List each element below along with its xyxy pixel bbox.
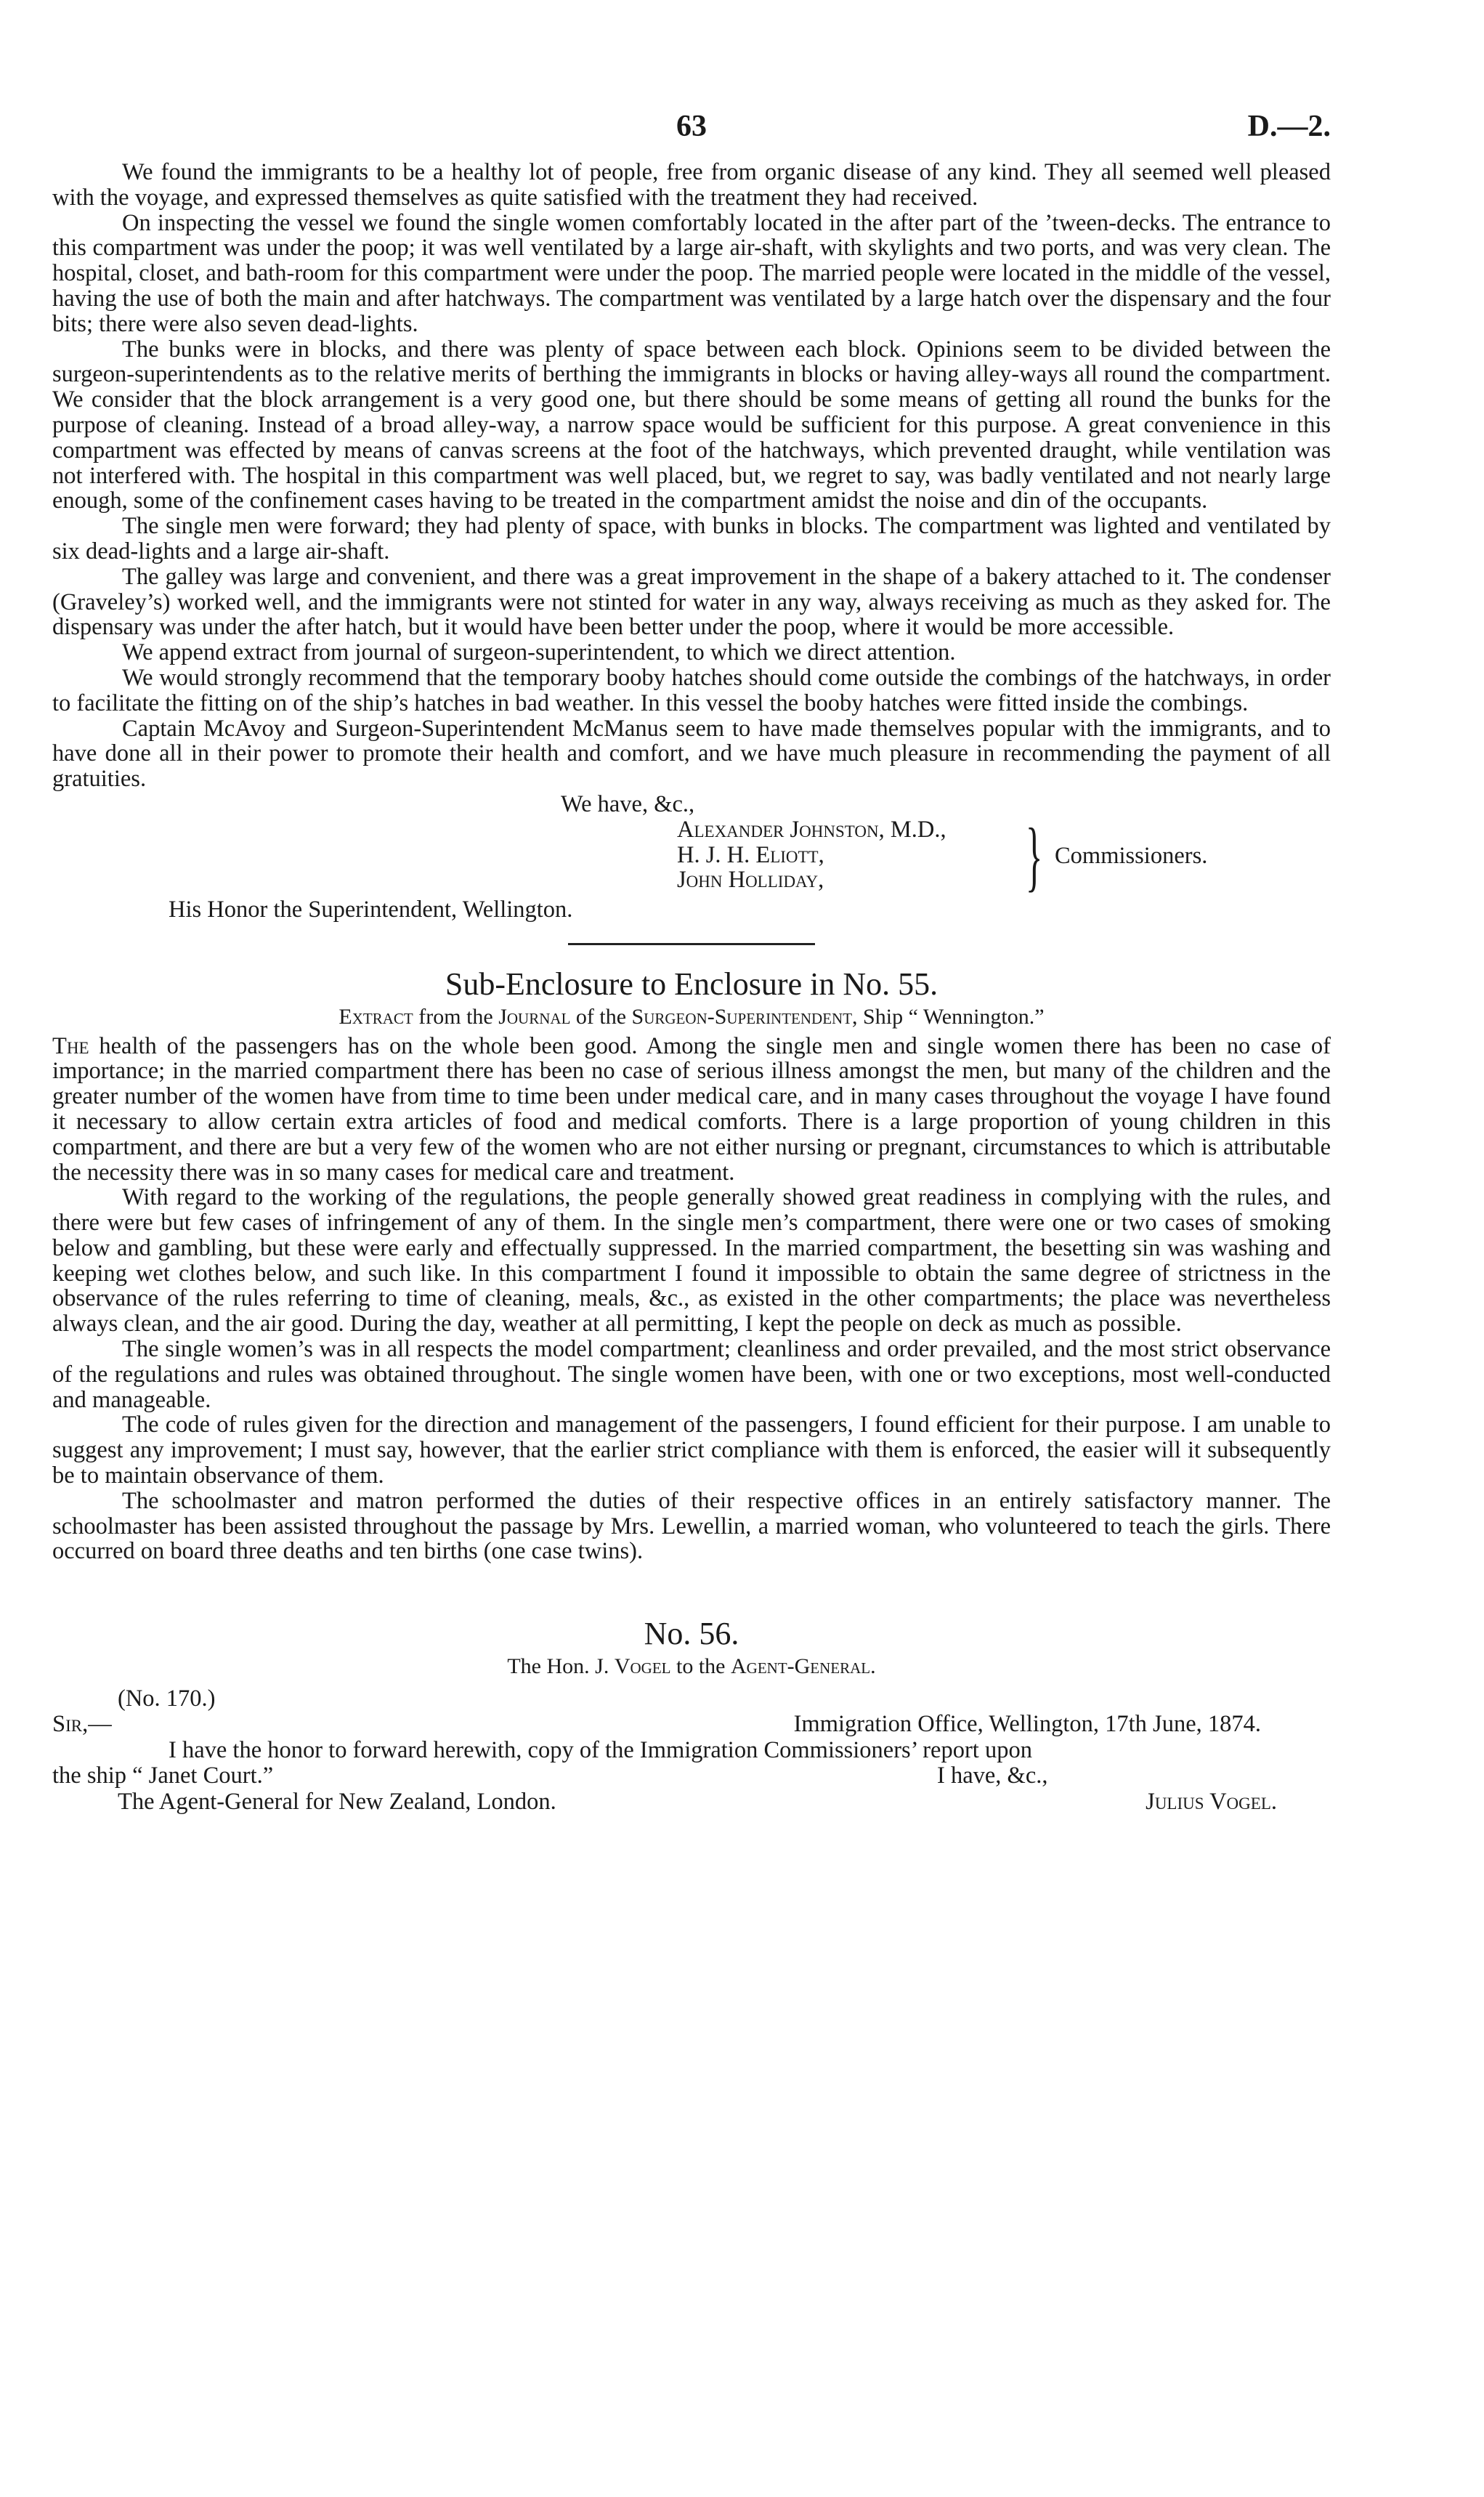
brace-glyph: } bbox=[1026, 812, 1043, 899]
first-word: The bbox=[52, 1032, 89, 1059]
sub-enclosure-heading: Sub-Enclosure to Enclosure in No. 55. bbox=[445, 966, 938, 1002]
subheading-ship: , Ship “ Wennington.” bbox=[852, 1004, 1045, 1029]
salutation: Sir,— bbox=[52, 1711, 112, 1738]
letter-bottom-row bbox=[52, 1789, 1331, 1816]
letter-from-name: Vogel bbox=[614, 1654, 671, 1679]
subheading-surgeon: Surgeon-Superintendent bbox=[631, 1004, 853, 1029]
sub-enclosure-subheading bbox=[52, 1003, 1331, 1031]
document-page bbox=[52, 109, 1331, 1816]
journal-paragraph: The single women’s was in all respects the model compartment; cleanliness and order prevailed, and the most strict observance of the regulations and rules was obtained throughout. The single women have been, with one or two exceptions, most well-conducted and manageable. bbox=[52, 1336, 1331, 1413]
signatory-role: Commissioners. bbox=[1055, 842, 1208, 869]
report-paragraph: We found the immigrants to be a healthy lot of people, free from organic disease of any kind. They all seemed well pleased with the voyage, and expressed themselves as quite satisfied with the treatment they had received. bbox=[52, 159, 1331, 211]
letter-from-to-text: to the bbox=[670, 1654, 731, 1679]
report-paragraph: We would strongly recommend that the temporary booby hatches should come outside the combings of the hatchways, in order to facilitate the fitting on of the ship’s hatches in bad weather. In this vessel the booby hatches were fitted inside the combings. bbox=[52, 664, 1331, 716]
subheading-journal: Journal bbox=[498, 1004, 571, 1029]
journal-paragraph: The code of rules given for the direction and management of the passengers, I found efficient for their purpose. I am unable to suggest any improvement; I must say, however, that the earlier strict compliance with them is enforced, the easier will it subsequently be to maintain observance of them. bbox=[52, 1412, 1331, 1489]
report-paragraph: We append extract from journal of surgeon-superintendent, to which we direct attention. bbox=[122, 639, 956, 666]
letter-from-to bbox=[52, 1653, 1331, 1680]
document-reference: D.—2. bbox=[1247, 110, 1331, 143]
salutation-row bbox=[52, 1712, 1331, 1738]
report-closing: We have, &c., bbox=[561, 790, 695, 817]
signatory-name: John Holliday, bbox=[677, 867, 824, 894]
letter-end-row bbox=[52, 1763, 1331, 1789]
subheading-text: from the bbox=[413, 1004, 499, 1029]
journal-paragraph bbox=[52, 1034, 1331, 1186]
letter-recipient: The Agent-General for New Zealand, London. bbox=[118, 1788, 556, 1815]
letter-to-name: Agent-General bbox=[731, 1654, 871, 1679]
letter-from-prefix: The Hon. J. bbox=[507, 1654, 615, 1679]
journal-paragraph: With regard to the working of the regulations, the people generally showed great readiness in complying with the rules, and there were but few cases of infringement of any of them. In the single men’s compartment, there were one or two cases of smoking below and gambling, but these were early and effectually suppressed. In the married compartment, the besetting sin was washing and keeping wet clothes below, and such like. In this compartment I found it impossible to obtain the same degree of strictness in the observance of the rules referring to time of cleaning, meals, &c., as existed in the other compartments; the place was nevertheless always clean, and the air good. During the day, weather at all permitting, I kept the people on deck as much as possible. bbox=[52, 1184, 1331, 1337]
first-paragraph-text: health of the passengers has on the whole been good. Among the single men and single women there has been no case of importance; in the married compartment there has been no case of serious illness amongst the men, but many of the children and the greater number of the women have from time to time been under medical care, and in many cases throughout the voyage I have found it necessary to allow certain extra articles of food and medical comforts. There is a large proportion of young children in this compartment, and there are but a very few of the women who are not either nursing or pregnant, circumstances to which is attributable the necessity there was in so many cases for medical care and treatment. bbox=[52, 1032, 1331, 1186]
letter-body: I have the honor to forward herewith, copy of the Immigration Commissioners’ report upon bbox=[169, 1737, 1032, 1764]
letter-origin-date: Immigration Office, Wellington, 17th June, 1874. bbox=[793, 1711, 1261, 1738]
signatory-name: Alexander Johnston, M.D., bbox=[677, 816, 946, 843]
page-number: 63 bbox=[676, 110, 707, 143]
report-paragraph: Captain McAvoy and Surgeon-Superintendent McManus seem to have made themselves popular with the immigrants, and to have done all in their power to promote their health and comfort, and we have much pleasure in recommending the payment of all gratuities. bbox=[52, 715, 1331, 793]
journal-paragraph: The schoolmaster and matron performed the duties of their respective offices in an entirely satisfactory manner. The schoolmaster has been assisted throughout the passage by Mrs. Lewellin, a married woman, who volunteered to teach the girls. There occurred on board three deaths and ten births (one case twins). bbox=[52, 1487, 1331, 1565]
subheading-extract: Extract bbox=[338, 1004, 413, 1029]
signature-block bbox=[677, 812, 1331, 899]
section-divider bbox=[568, 943, 815, 945]
report-paragraph: The galley was large and convenient, and there was a great improvement in the shape of a bakery attached to it. The condenser (Graveley’s) worked well, and the immigrants were not stinted for water in any way, always receiving as much as they asked for. The dispensary was under the after hatch, but it would have been better under the poop, where it would be more accessible. bbox=[52, 563, 1331, 641]
letter-from-suffix: . bbox=[870, 1654, 876, 1679]
letter-reference-number: (No. 170.) bbox=[118, 1685, 216, 1712]
journal-extract bbox=[52, 1034, 1331, 1565]
page-header bbox=[52, 109, 1331, 160]
commissioners-report bbox=[52, 160, 1331, 792]
report-addressee: His Honor the Superintendent, Wellington. bbox=[169, 896, 573, 923]
report-paragraph: The bunks were in blocks, and there was plenty of space between each block. Opinions seem to be divided between the surgeon-superintendents as to the relative merits of berthing the immigrants in blocks or having alley-ways all round the compartment. We consider that the block arrangement is a very good one, but there should be some means of getting all round the bunks for the purpose of cleaning. Instead of a broad alley-way, a narrow space would be sufficient for this purpose. A great convenience in this compartment was effected by means of canvas screens at the foot of the hatchways, which prevented draught, while ventilation was not interfered with. The hospital in this compartment was well placed, but, we regret to say, was badly ventilated and not nearly large enough, some of the confinement cases having to be treated in the compartment amidst the noise and din of the occupants. bbox=[52, 336, 1331, 514]
letter-body-end: the ship “ Janet Court.” bbox=[52, 1762, 274, 1789]
letter-signature: Julius Vogel. bbox=[1146, 1788, 1277, 1815]
subheading-text: of the bbox=[570, 1004, 632, 1029]
report-paragraph: The single men were forward; they had plenty of space, with bunks in blocks. The compartment was lighted and ventilated by six dead-lights and a large air-shaft. bbox=[52, 513, 1331, 564]
signatory-name: H. J. H. Eliott, bbox=[677, 841, 824, 868]
letter-heading: No. 56. bbox=[644, 1616, 739, 1652]
letter-closing: I have, &c., bbox=[937, 1762, 1048, 1789]
report-paragraph: On inspecting the vessel we found the single women comfortably located in the after part of the ’tween-decks. The entrance to this compartment was under the poop; it was well ventilated by a large air-shaft, with skylights and two ports, and was very clean. The hospital, closet, and bath-room for this compartment were under the poop. The married people were located in the middle of the vessel, having the use of both the main and after hatchways. The compartment was ventilated by a large hatch over the dispensary and the four bits; there were also seven dead-lights. bbox=[52, 209, 1331, 337]
